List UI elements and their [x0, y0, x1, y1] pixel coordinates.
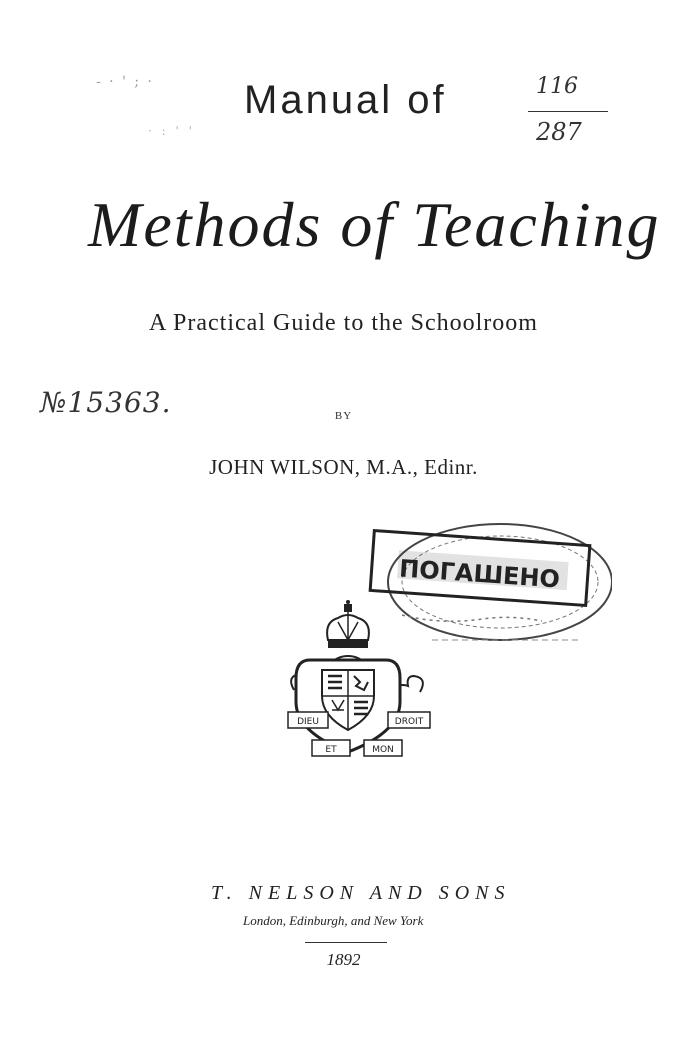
publisher-places: London, Edinburgh, and New York [243, 913, 424, 928]
faint-ink-marks: - · ' ; · [96, 74, 154, 90]
faint-ink-marks-2: · : ' ' [148, 124, 195, 138]
publication-year: 1892 [326, 950, 361, 969]
motto-bottom-right: MON [372, 745, 394, 755]
shelf-mark-bottom: 287 [536, 118, 582, 146]
title-line-2: Methods of Teaching [88, 189, 661, 260]
by-label: BY [334, 410, 353, 422]
stamp-text: ПОГАШЕНО [398, 554, 561, 594]
royal-arms-emblem [282, 600, 432, 770]
shelf-mark-top: 116 [536, 74, 578, 99]
shelf-mark-rule [528, 111, 608, 112]
inventory-number: №15363. [40, 386, 172, 419]
motto-bottom-left: ET [325, 745, 337, 755]
imprint-rule [305, 942, 387, 943]
author: JOHN WILSON, M.A., Edinr. [209, 455, 478, 479]
title-line-1: Manual of [244, 78, 447, 122]
subtitle: A Practical Guide to the Schoolroom [149, 310, 538, 336]
crown-icon [327, 600, 369, 648]
motto-left: DIEU [297, 717, 319, 727]
publisher: T. NELSON AND SONS [211, 882, 511, 904]
motto-right: DROIT [394, 717, 424, 727]
